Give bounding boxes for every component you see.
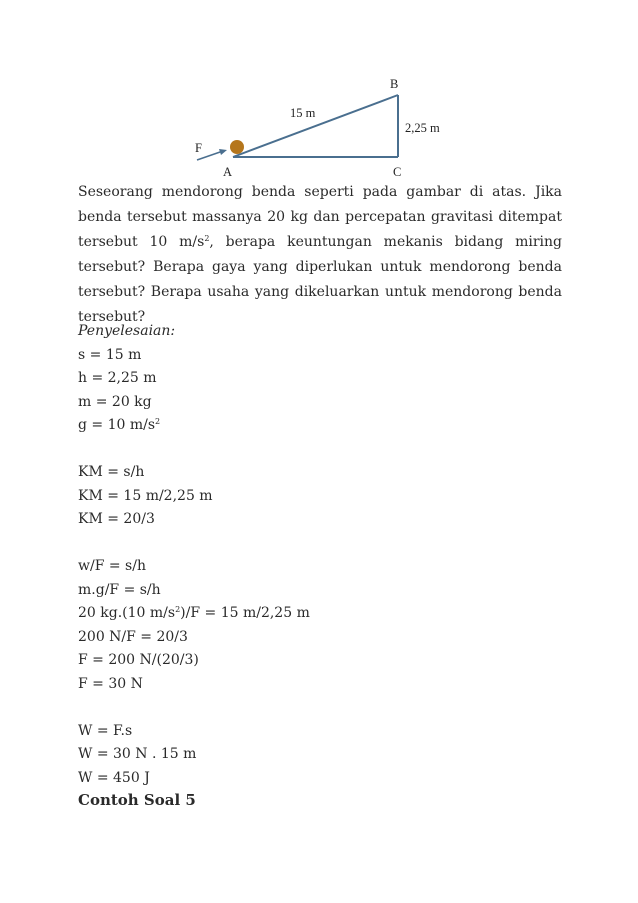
force-line-2: m.g/F = s/h <box>78 581 161 598</box>
force-line-3b: )/F = 15 m/2,25 m <box>180 605 310 621</box>
solution-heading: Penyelesaian: <box>78 323 176 339</box>
problem-text-2: , berapa keuntungan mekanis bidang miring tersebut? Berapa gaya yang diperlukan untuk mendorong benda tersebut? Berapa usaha yang dikeluarkan untuk mendorong benda tersebut? <box>78 234 563 325</box>
problem-text-1: Seseorang mendorong benda seperti pada gambar di atas. Jika benda tersebut massanya 20 kg dan percepatan gravitasi ditempat tersebut 10 m/s <box>78 184 562 250</box>
spacer <box>78 532 562 556</box>
force-arrowhead <box>219 149 227 155</box>
inclined-plane-figure <box>185 72 455 184</box>
solution-block <box>78 320 562 790</box>
given-m: m = 20 kg <box>78 393 152 410</box>
work-line-1: W = F.s <box>78 722 133 739</box>
inclined-plane-diagram <box>185 72 455 184</box>
label-force: F <box>195 141 202 155</box>
km-line-1: KM = s/h <box>78 464 145 480</box>
label-a: A <box>223 165 233 179</box>
next-example-heading: Contoh Soal 5 <box>78 791 196 809</box>
label-hypotenuse: 15 m <box>290 106 316 120</box>
given-g-sup: 2 <box>155 417 161 426</box>
force-line-6: F = 30 N <box>78 675 143 692</box>
given-s: s = 15 m <box>78 346 142 363</box>
label-height: 2,25 m <box>405 121 440 135</box>
label-c: C <box>393 165 402 179</box>
km-line-2: KM = 15 m/2,25 m <box>78 487 213 504</box>
given-g <box>78 414 562 438</box>
force-line-4: 200 N/F = 20/3 <box>78 628 188 645</box>
ball-object <box>230 140 244 154</box>
spacer <box>78 438 562 462</box>
problem-paragraph <box>78 180 562 330</box>
work-line-3: W = 450 J <box>78 769 150 786</box>
hypotenuse-line <box>233 95 398 157</box>
work-line-2: W = 30 N . 15 m <box>78 746 197 762</box>
force-line-3 <box>78 602 562 626</box>
spacer <box>78 696 562 720</box>
label-b: B <box>390 77 399 91</box>
force-line-3-sup: 2 <box>175 605 181 614</box>
given-h: h = 2,25 m <box>78 370 157 386</box>
force-line-5: F = 200 N/(20/3) <box>78 652 199 668</box>
force-line-3a: 20 kg.(10 m/s <box>78 605 176 621</box>
problem-sup: 2 <box>204 234 210 243</box>
given-g-text: g = 10 m/s <box>78 417 156 433</box>
km-line-3: KM = 20/3 <box>78 511 155 527</box>
force-line-1: w/F = s/h <box>78 558 146 574</box>
